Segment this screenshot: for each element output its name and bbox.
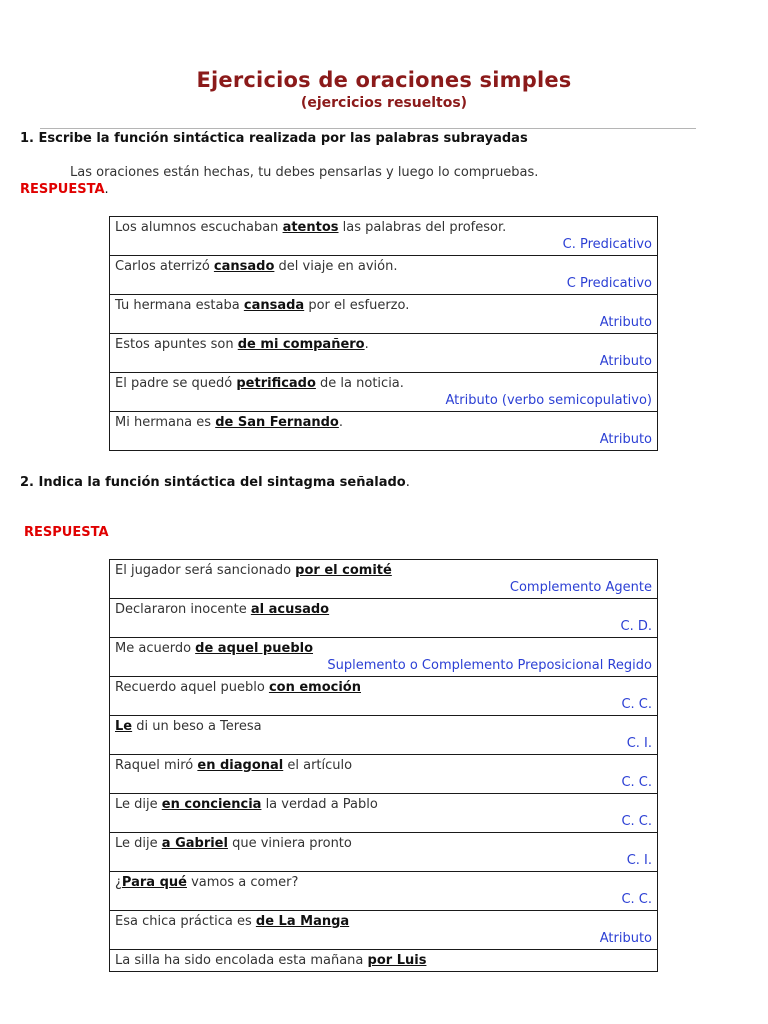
- sentence: [115, 679, 652, 696]
- table-cell: [110, 950, 658, 972]
- page-subtitle: (ejercicios resueltos): [300, 95, 468, 111]
- table-row: [110, 872, 658, 911]
- sentence-post: di un beso a Teresa: [132, 719, 262, 734]
- sentence-pre: Me acuerdo: [115, 641, 196, 656]
- table-cell: [110, 677, 658, 716]
- sentence-post: las palabras del profesor.: [338, 220, 507, 235]
- underlined-phrase: cansado: [213, 259, 275, 274]
- sentence-pre: El padre se quedó: [115, 376, 237, 391]
- table-cell: [110, 911, 658, 950]
- sentence-pre: Recuerdo aquel pueblo: [115, 680, 269, 695]
- sentence-pre: Esa chica práctica es: [115, 914, 256, 929]
- answer-function: C. D.: [620, 619, 652, 634]
- table-row: [110, 560, 658, 599]
- table-row: [110, 217, 658, 256]
- exercise-instruction: . Indica la función sintáctica del sintagma señalado: [29, 475, 406, 490]
- answer-function: Atributo: [599, 931, 652, 946]
- table-row: [110, 412, 658, 451]
- sentence: [115, 562, 652, 579]
- respuesta-label-1: [20, 182, 109, 197]
- sentence: [115, 219, 652, 236]
- sentence-pre: Tu hermana estaba: [115, 298, 244, 313]
- table-cell: [110, 599, 658, 638]
- answer-function: C. C.: [621, 814, 652, 829]
- sentence-pre: ¿: [115, 875, 122, 890]
- exercise-1-intro: Las oraciones están hechas, tu debes pensarlas y luego lo compruebas.: [70, 165, 539, 180]
- underlined-phrase: por Luis: [367, 953, 427, 968]
- sentence-pre: La silla ha sido encolada esta mañana: [115, 953, 368, 968]
- sentence: [115, 297, 652, 314]
- page-title: Ejercicios de oraciones simples: [196, 68, 572, 92]
- sentence-post: que viniera pronto: [227, 836, 352, 851]
- table-cell: [110, 412, 658, 451]
- sentence: [115, 375, 652, 392]
- answer-function: Suplemento o Complemento Preposicional Regido: [327, 658, 652, 673]
- table-cell: [110, 217, 658, 256]
- answer-function: Complemento Agente: [509, 580, 652, 595]
- sentence: [115, 640, 652, 657]
- sentence-pre: Le dije: [115, 836, 162, 851]
- underlined-phrase: atentos: [282, 220, 339, 235]
- answer-function: Atributo (verbo semicopulativo): [445, 393, 652, 408]
- underlined-phrase: en conciencia: [161, 797, 262, 812]
- table-row: [110, 256, 658, 295]
- answer-function: C. Predicativo: [562, 237, 652, 252]
- answer-function: C. I.: [626, 853, 652, 868]
- sentence: [115, 913, 652, 930]
- table-row: [110, 833, 658, 872]
- answer-function: C. I.: [626, 736, 652, 751]
- exercise-2-heading: [20, 475, 410, 490]
- underlined-phrase: Le: [115, 719, 133, 734]
- sentence-pre: Carlos aterrizó: [115, 259, 214, 274]
- sentence: [115, 258, 652, 275]
- respuesta-label-2: RESPUESTA: [24, 525, 109, 540]
- underlined-phrase: con emoción: [268, 680, 361, 695]
- sentence-pre: Los alumnos escuchaban: [115, 220, 283, 235]
- table-row: [110, 716, 658, 755]
- answer-function: C. C.: [621, 892, 652, 907]
- underlined-phrase: al acusado: [250, 602, 330, 617]
- underlined-phrase: por el comité: [295, 563, 392, 578]
- sentence: [115, 874, 652, 891]
- underlined-phrase: de mi compañero: [237, 337, 365, 352]
- table-cell: [110, 256, 658, 295]
- respuesta-punct: .: [104, 182, 109, 197]
- underlined-phrase: petrificado: [236, 376, 316, 391]
- sentence: [115, 601, 652, 618]
- answer-function: Atributo: [599, 354, 652, 369]
- table-cell: [110, 833, 658, 872]
- answer-function: Atributo: [599, 432, 652, 447]
- underlined-phrase: de San Fernando: [215, 415, 339, 430]
- table-row: [110, 755, 658, 794]
- sentence-pre: Le dije: [115, 797, 162, 812]
- table-row: [110, 950, 658, 972]
- sentence-pre: El jugador será sancionado: [115, 563, 296, 578]
- table-cell: [110, 334, 658, 373]
- sentence-post: .: [364, 337, 369, 352]
- exercise-number: 1: [20, 131, 30, 146]
- exercise-punct: .: [405, 475, 410, 490]
- sentence: [115, 952, 652, 969]
- exercise-1-heading: [20, 131, 528, 146]
- table-cell: [110, 755, 658, 794]
- sentence-post: la verdad a Pablo: [261, 797, 378, 812]
- sentence: [115, 336, 652, 353]
- sentence-post: por el esfuerzo.: [304, 298, 410, 313]
- answers-table-1: [109, 216, 658, 451]
- sentence-pre: Raquel miró: [115, 758, 198, 773]
- sentence-pre: Declararon inocente: [115, 602, 251, 617]
- table-cell: [110, 794, 658, 833]
- table-row: [110, 334, 658, 373]
- sentence: [115, 835, 652, 852]
- sentence: [115, 796, 652, 813]
- respuesta-text: RESPUESTA: [20, 182, 105, 197]
- sentence-pre: Mi hermana es: [115, 415, 216, 430]
- underlined-phrase: a Gabriel: [161, 836, 228, 851]
- table-row: [110, 638, 658, 677]
- table-cell: [110, 295, 658, 334]
- underlined-phrase: cansada: [243, 298, 305, 313]
- table-cell: [110, 560, 658, 599]
- table-cell: [110, 716, 658, 755]
- sentence-post: de la noticia.: [315, 376, 404, 391]
- sentence-post: .: [338, 415, 343, 430]
- sentence-post: vamos a comer?: [186, 875, 299, 890]
- sentence-post: el artículo: [283, 758, 353, 773]
- sentence: [115, 757, 652, 774]
- table-cell: [110, 373, 658, 412]
- table-row: [110, 677, 658, 716]
- table-cell: [110, 872, 658, 911]
- sentence-pre: Estos apuntes son: [115, 337, 238, 352]
- table-row: [110, 295, 658, 334]
- sentence: [115, 414, 652, 431]
- sentence-post: del viaje en avión.: [274, 259, 398, 274]
- table-row: [110, 911, 658, 950]
- underlined-phrase: de aquel pueblo: [195, 641, 314, 656]
- answer-function: Atributo: [599, 315, 652, 330]
- table-row: [110, 599, 658, 638]
- answer-function: C Predicativo: [566, 276, 652, 291]
- table-cell: [110, 638, 658, 677]
- exercise-instruction: . Escribe la función sintáctica realizada por las palabras subrayadas: [29, 131, 528, 146]
- exercise-number: 2: [20, 475, 30, 490]
- sentence: [115, 718, 652, 735]
- answer-function: C. C.: [621, 697, 652, 712]
- answers-table-2: [109, 559, 658, 972]
- table-row: [110, 794, 658, 833]
- table-row: [110, 373, 658, 412]
- answer-function: C. C.: [621, 775, 652, 790]
- underlined-phrase: Para qué: [121, 875, 187, 890]
- underlined-phrase: de La Manga: [255, 914, 350, 929]
- underlined-phrase: en diagonal: [197, 758, 284, 773]
- divider: [40, 128, 696, 129]
